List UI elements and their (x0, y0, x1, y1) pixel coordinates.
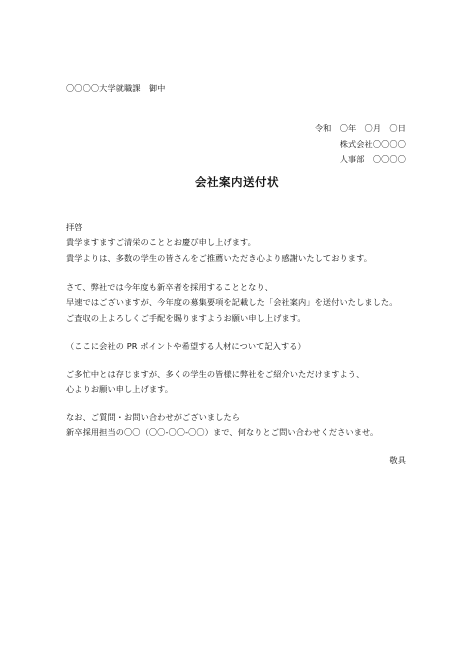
department-name: 人事部 〇〇〇〇 (339, 154, 406, 164)
company-name: 株式会社〇〇〇〇 (339, 139, 406, 149)
closing-word: 敬具 (389, 455, 406, 465)
body-line-7: ご多忙中とは存じますが、多くの学生の皆様に弊社をご紹介いただけますよう、 (66, 369, 365, 379)
body-line-10: 新卒採用担当の〇〇（〇〇-〇〇-〇〇）まで、何なりとご問い合わせくださいませ。 (66, 427, 379, 437)
document-title: 会社案内送付状 (195, 175, 279, 189)
body-line-1: 貴学ますますご清栄のこととお慶び申し上げます。 (66, 237, 256, 247)
body-line-8: 心よりお願い申し上げます。 (66, 384, 174, 394)
body-line-4: 早速ではございますが、今年度の募集要項を記載した「会社案内」を送付いたしました。 (66, 297, 398, 307)
body-line-6: （ここに会社の PR ポイントや希望する人材について記入する） (66, 341, 306, 351)
body-line-9: なお、ご質問・お問い合わせがございましたら (66, 412, 241, 422)
addressee: 〇〇〇〇大学就職課 御中 (66, 83, 166, 93)
body-line-3: さて、弊社では今年度も新卒者を採用することとなり、 (66, 282, 274, 292)
body-line-5: ご査収の上よろしくご手配を賜りますようお願い申し上げます。 (66, 313, 306, 323)
opening-word: 拝啓 (66, 222, 83, 232)
date-line: 令和 〇年 〇月 〇日 (314, 123, 406, 133)
body-line-2: 貴学よりは、多数の学生の皆さんをご推薦いただき心より感謝いたしております。 (66, 253, 372, 263)
